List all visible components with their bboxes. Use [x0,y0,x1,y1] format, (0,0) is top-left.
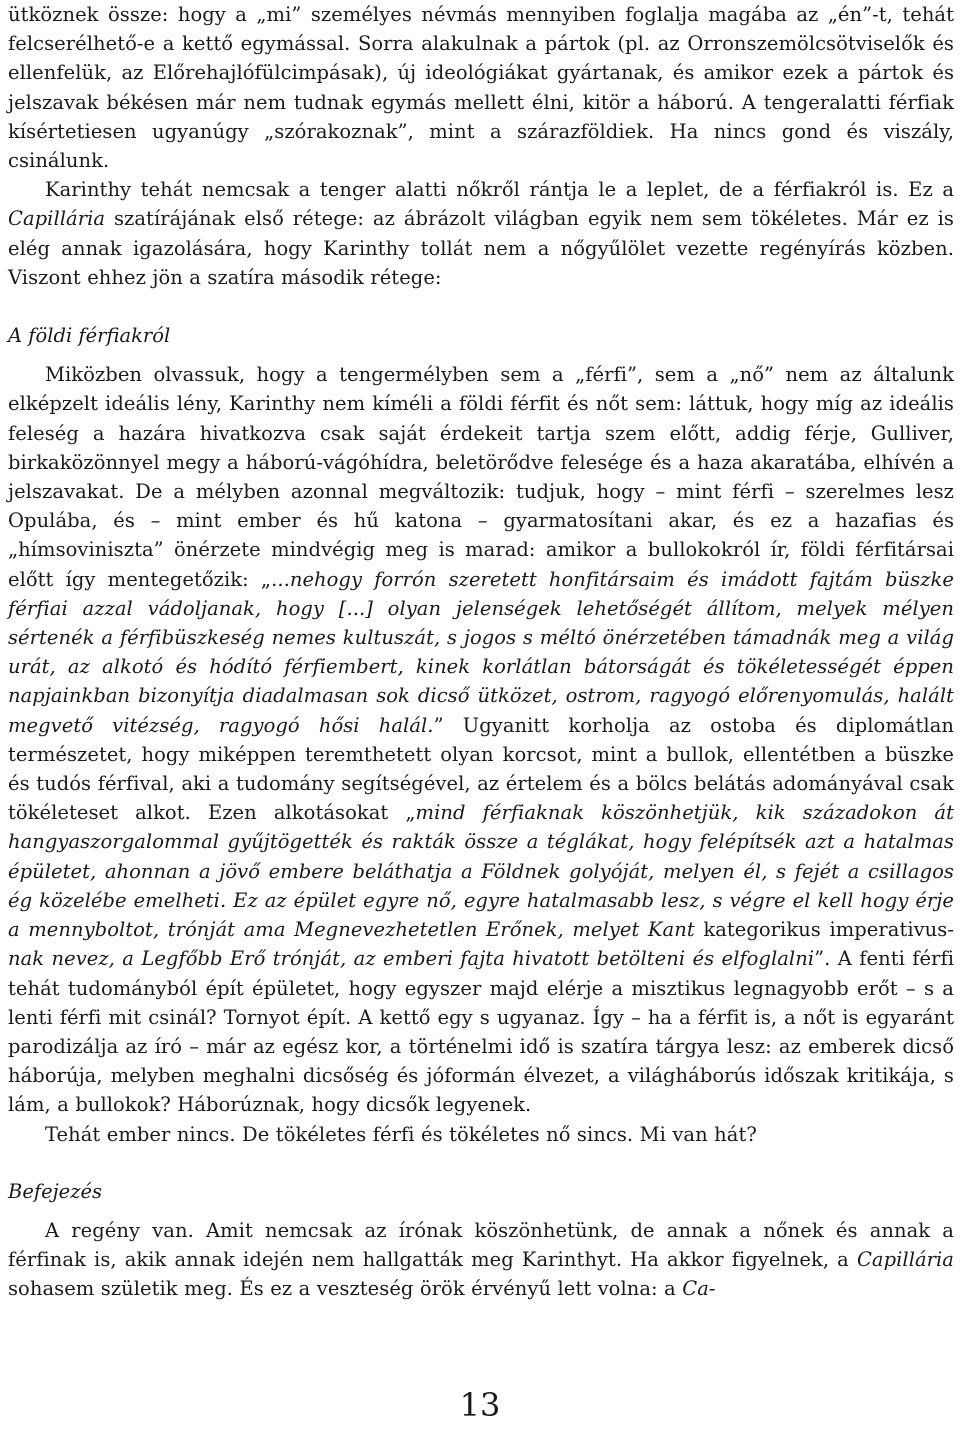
paragraph-conclusion: A regény van. Amit nemcsak az írónak köszönhetünk, de annak a nőnek és annak a férfinak is, akik annak idején nem hallgatták meg Karinthyt. Ha akkor figyelnek, a Capillária sohasem születik meg. És ez a veszteség örök érvényű lett volna: a Ca- [8,1218,954,1301]
paragraph-summary: Tehát ember nincs. De tökéletes férfi és tökéletes nő sincs. Mi van hát? [45,1122,757,1146]
document-page [8,0,954,1304]
paragraph-karinthy-layers: Karinthy tehát nemcsak a tenger alatti nőkről rántja le a leplet, de a férfiakról is. Ez a Capillária szatírájának első rétege: az ábrázolt világban egyik nem sem tökéletes. Már ez is elég annak igazolására, hogy Karinthy tollát nem a nőgyűlölet vezette regényírás közben. Viszont ehhez jön a szatíra második rétege: [8,178,954,289]
title-capillaria: Capillária [8,207,106,231]
section-heading-earthly-men: A földi férfiakról [8,324,171,348]
paragraph-opening: ütköznek össze: hogy a „mi” személyes névmás mennyiben foglalja magába az „én”-t, tehát felcserélhető-e a kettő egymással. Sorra alakulnak a pártok (pl. az Orronszemölcsötviselők és ellenfelük, az Előrehajlófülcimpásak), új ideológiákat gyártanak, és amikor ezek a pártok és jelszavak békésen már nem tudnak egymás mellett élni, kitör a háború. A tengeralatti férfiak kísértetiesen ugyanúgy „szórakoznak”, mint a szárazföldiek. Ha nincs gond és viszály, csinálunk. [8,3,954,173]
quote-gulliver-2: mind férfiaknak köszönhetjük, kik századokon át hangyaszorgalommal gyűjtögették és rakták össze a téglákat, hogy felépítsék azt a hatalmas épületet, ahonnan a jövő embere beláthatja a Földnek golyóját, melyen él, s fejét a csillagos ég közelébe emelheti. Ez az épület egyre nő, egyre hatalmasabb lesz, s végre el kell hogy érje a mennyboltot, trónját ama Megnevezhetetlen Erőnek, melyet Kant [8,801,954,942]
page-number: 13 [459,1386,501,1424]
quote-gulliver-1: ...nehogy forrón szeretett honfitársaim és imádott fajtám büszke férfiai azzal vádoljanak, hogy [...] olyan jelenségek lehetőségét állítom, melyek mélyen sértenék a férfibüszkeség nemes kultuszát, s jogos s méltó önérzetében támadnák meg a világ urát, az alkotó és hódító férfiembert, kinek korlátlan bátorságát és tökéletességét éppen napjainkban bizonyítja diadalmasan sok dicső ütközet, ostrom, ragyogó előrenyomulás, halált megvető vitézség, ragyogó hősi halál. [8,567,954,737]
title-capillaria-hyphenated: Ca- [682,1277,716,1301]
title-capillaria-2: Capillária [856,1248,954,1272]
paragraph-earthly-men: Miközben olvassuk, hogy a tengermélyben sem a „férfi”, sem a „nő” nem az általunk elképzelt ideális lény, Karinthy nem kíméli a földi férfit és nőt sem: láttuk, hogy míg az ideális feleség a hazára hivatkozva csak saját érdekeit tartja szem előtt, addig férje, Gulliver, birkaközönnyel megy a háború-vágóhídra, beletörődve felesége és a haza akaratába, elhívén a jelszavakat. De a mélyben azonnal megváltozik: tudjuk, hogy – mint férfi – szerelmes lesz Opulába, és – mint ember és hű katona – gyarmatosítani akar, és ez a hazafias és „hímsoviniszta” önérzete mindvégig meg is marad: amikor a bullokokról ír, földi férfitársai előtt így mentegetőzik: „...nehogy forrón szeretett honfitársaim és imádott fajtám büszke férfiai azzal vádoljanak, hogy [...] olyan jelenségek lehetőségét állítom, melyek mélyen sértenék a férfibüszkeség nemes kultuszát, s jogos s méltó önérzetében támadnák meg a világ urát, az alkotó és hódító férfiembert, kinek korlátlan bátorságát és tökéletességét éppen napjainkban bizonyítja diadalmasan sok dicső ütközet, ostrom, ragyogó előrenyomulás, halált megvető vitézség, ragyogó hősi halál.” Ugyanitt korholja az ostoba és diplomátlan természetet, hogy miképpen teremthetett olyan korcsot, mint a bullok, ellentétben a büszke és tudós férfival, aki a tudomány segítségével, az értelem és a bölcs belátás adományával csak tökéleteset alkot. Ezen alkotásokat „mind férfiaknak köszönhetjük, kik századokon át hangyaszorgalommal gyűjtögették és rakták össze a téglákat, hogy felépítsék azt a hatalmas épületet, ahonnan a jövő embere beláthatja a Földnek golyóját, melyen él, s fejét a csillagos ég közelébe emelheti. Ez az épület egyre nő, egyre hatalmasabb lesz, s végre el kell hogy érje a mennyboltot, trónját ama Megnevezhetetlen Erőnek, melyet Kant kategorikus imperativus-nak nevez, a Legfőbb Erő trónját, az emberi fajta hivatott betölteni és elfoglalni”. A fenti férfi tehát tudományból épít épületet, hogy egyszer majd elérje a misztikus legnagyobb erőt – s a lenti férfi mit csinál? Tornyot épít. A kettő egy s ugyanaz. Így – ha a férfit is, a nőt is egyaránt parodizálja az író – már az egész kor, a történelmi idő is szatíra tárgya lesz: az emberek dicső háborúja, melyben meghalni dicsőség és jóformán élvezet, a világháborús időszak kritikája, s lám, a bullokok? Háborúznak, hogy dicsők legyenek. [8,363,955,1117]
quote-gulliver-3: -nak nevez, a Legfőbb Erő trónját, az emberi fajta hivatott betölteni és elfoglalni [8,918,954,971]
section-heading-conclusion: Befejezés [8,1179,103,1203]
